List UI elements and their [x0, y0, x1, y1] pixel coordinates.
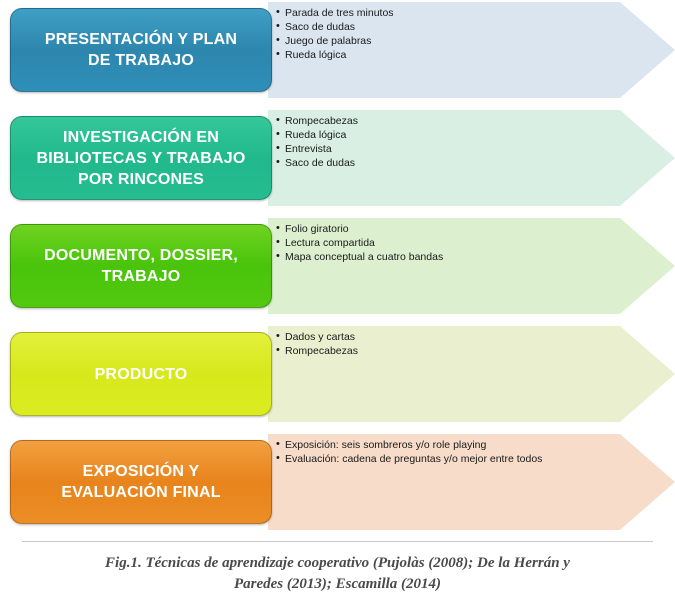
figure-caption: [0, 553, 675, 595]
technique-arrow: [268, 432, 675, 532]
phase-label-text: [61, 461, 220, 503]
phase-row: [0, 216, 675, 316]
technique-item: • Rompecabezas: [276, 344, 636, 358]
technique-arrow: [268, 324, 675, 424]
phase-label-line: EVALUACIÓN FINAL: [61, 484, 221, 501]
technique-item: • Evaluación: cadena de preguntas y/o mejor entre todos: [276, 452, 636, 466]
technique-list: [276, 6, 636, 62]
technique-item: • Rueda lógica: [276, 128, 636, 142]
phase-label-box: [10, 440, 272, 524]
phase-label-line: DOCUMENTO, DOSSIER,: [44, 247, 238, 264]
phase-label-text: [44, 245, 238, 287]
phase-label-line: BIBLIOTECAS Y TRABAJO: [36, 149, 246, 167]
phase-label-text: [95, 364, 188, 385]
technique-item: • Folio giratorio: [276, 222, 636, 236]
phase-label-text: [45, 29, 237, 71]
phase-label-box: [10, 8, 272, 92]
technique-list: [276, 114, 636, 170]
technique-item: • Rompecabezas: [276, 114, 636, 128]
phase-label-box: [10, 224, 272, 308]
phase-label-line: PRODUCTO: [94, 365, 188, 383]
technique-item: • Juego de palabras: [276, 34, 636, 48]
technique-arrow: [268, 108, 675, 208]
caption-divider: [22, 541, 653, 542]
technique-item: • Parada de tres minutos: [276, 6, 636, 20]
phase-label-box: [10, 332, 272, 416]
technique-item: • Exposición: seis sombreros y/o role playing: [276, 438, 636, 452]
phase-row: [0, 108, 675, 208]
technique-arrow: [268, 0, 675, 100]
technique-item: • Saco de dudas: [276, 156, 636, 170]
phase-row: [0, 324, 675, 424]
phase-label-box: [10, 116, 272, 200]
technique-item: • Mapa conceptual a cuatro bandas: [276, 250, 636, 264]
phase-label-line: TRABAJO: [101, 268, 181, 285]
technique-item: • Lectura compartida: [276, 236, 636, 250]
phase-label-text: [37, 127, 246, 190]
phase-label-line: PRESENTACIÓN Y PLAN: [44, 31, 238, 48]
technique-list: [276, 330, 636, 358]
technique-item: • Dados y cartas: [276, 330, 636, 344]
technique-item: • Saco de dudas: [276, 20, 636, 34]
phase-row: [0, 0, 675, 100]
technique-item: • Rueda lógica: [276, 48, 636, 62]
phase-label-line: EXPOSICIÓN Y: [82, 463, 200, 480]
phase-label-line: POR RINCONES: [78, 170, 204, 188]
technique-list: [276, 438, 636, 466]
technique-arrow: [268, 216, 675, 316]
technique-item: • Entrevista: [276, 142, 636, 156]
figure-caption-line-1: Fig.1. Técnicas de aprendizaje cooperativo (Pujolàs (2008); De la Herrán y: [105, 555, 570, 571]
phase-label-line: INVESTIGACIÓN EN: [62, 128, 220, 146]
technique-list: [276, 222, 636, 264]
figure-caption-line-2: Paredes (2013); Escamilla (2014): [233, 576, 442, 592]
phase-label-line: DE TRABAJO: [87, 52, 194, 69]
phase-row: [0, 432, 675, 532]
